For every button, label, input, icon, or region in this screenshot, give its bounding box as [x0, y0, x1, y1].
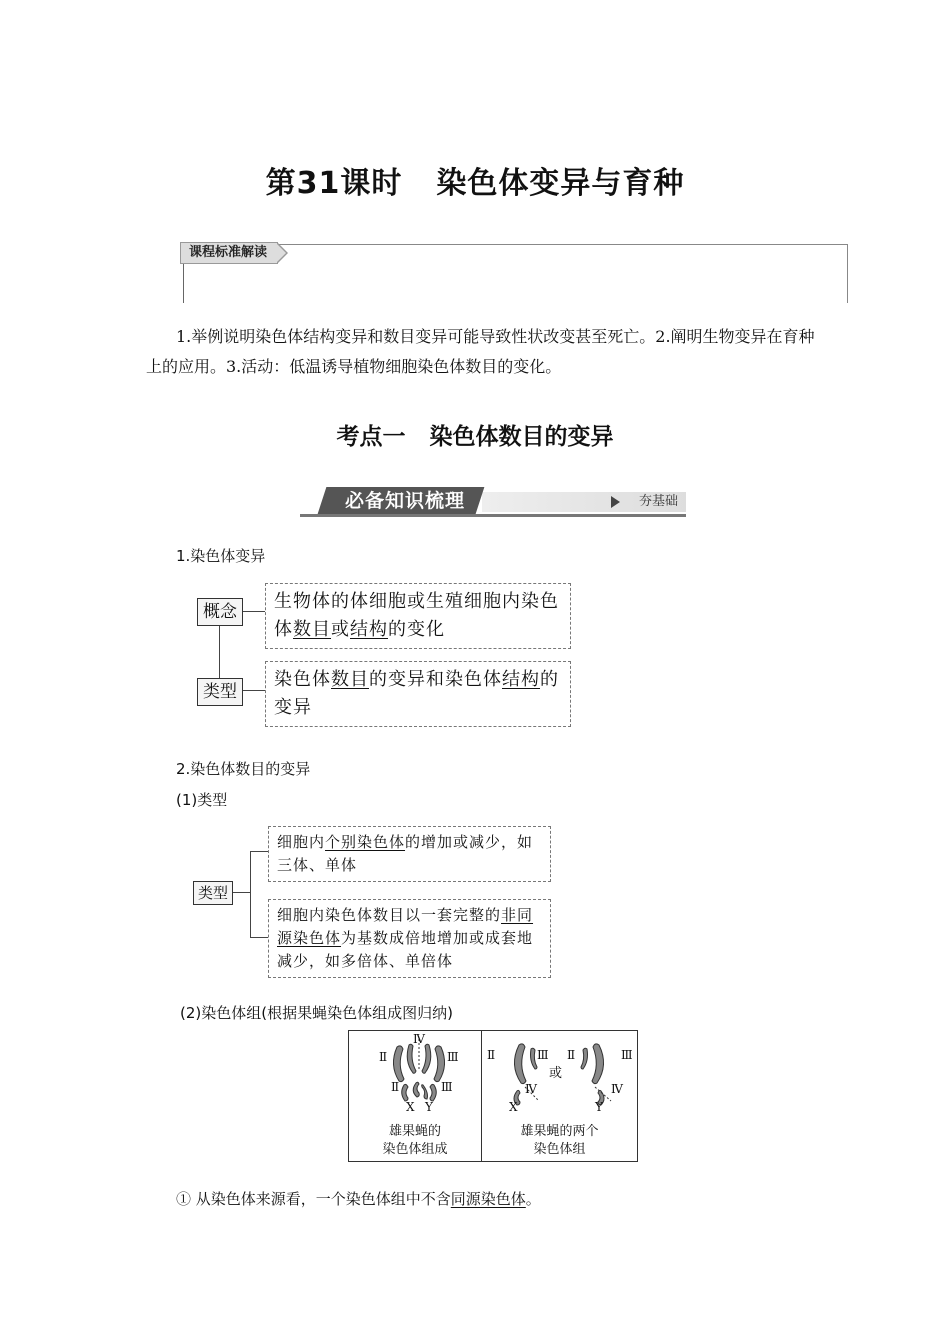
label-iv: Ⅳ: [413, 1032, 425, 1046]
part2-heading: 2.染色体数目的变异: [176, 760, 311, 778]
figure-caption-left: 雄果蝇的 染色体组成: [382, 1124, 448, 1157]
page-title: 第31课时 染色体变异与育种: [265, 166, 685, 201]
type-box-aneuploid: 细胞内个别染色体的增加或减少，如三体、单体: [268, 826, 551, 882]
type-box-euploid: 细胞内染色体数目以一套完整的非同源染色体为基数成倍地增加或成套地减少，如多倍体、单倍体: [268, 899, 551, 978]
label-ii-r2: Ⅱ: [567, 1048, 576, 1062]
label-iii-b: Ⅲ: [441, 1080, 453, 1094]
type-label-2: 类型: [193, 881, 233, 905]
note-line: ① 从染色体来源看，一个染色体组中不含同源染色体。: [176, 1190, 541, 1208]
label-iv-r2: Ⅳ: [611, 1082, 623, 1096]
part2-sub2: (2)染色体组(根据果蝇染色体组成图归纳): [180, 1004, 453, 1022]
label-iii: Ⅲ: [447, 1050, 459, 1064]
part1-heading: 1.染色体变异: [176, 547, 266, 565]
standard-text: 1.举例说明染色体结构变异和数目变异可能导致性状改变甚至死亡。2.阐明生物变异在育种上的应用。3.活动：低温诱导植物细胞染色体数目的变化。: [146, 327, 815, 376]
label-ii-r1: Ⅱ: [487, 1048, 496, 1062]
label-y: Y: [425, 1100, 433, 1114]
concept-label: 概念: [197, 598, 243, 626]
part2-sub1: (1)类型: [176, 791, 228, 809]
type-label: 类型: [197, 678, 243, 706]
chromosome-figure: [348, 1030, 638, 1162]
label-or: 或: [549, 1066, 563, 1081]
knowledge-banner: 必备知识梳理 夯基础: [300, 487, 686, 517]
label-x-r: X: [509, 1100, 518, 1114]
label-y-r: Y: [595, 1100, 603, 1114]
label-iii-r2: Ⅲ: [621, 1048, 633, 1062]
type-box: 染色体数目的变异和染色体结构的变异: [265, 661, 571, 727]
section-heading: 考点一 染色体数目的变异: [336, 424, 614, 450]
label-iii-r1: Ⅲ: [537, 1048, 549, 1062]
label-ii-b: Ⅱ: [391, 1080, 400, 1094]
label-x: X: [406, 1100, 415, 1114]
figure-caption-right: 雄果蝇的两个 染色体组: [520, 1124, 599, 1157]
standard-tag: 课程标准解读: [180, 242, 278, 264]
arrow-right-icon: [611, 496, 620, 508]
label-ii: Ⅱ: [379, 1050, 388, 1064]
concept-box: 生物体的体细胞或生殖细胞内染色体数目或结构的变化: [265, 583, 571, 649]
label-iv-r1: Ⅳ: [525, 1082, 537, 1096]
